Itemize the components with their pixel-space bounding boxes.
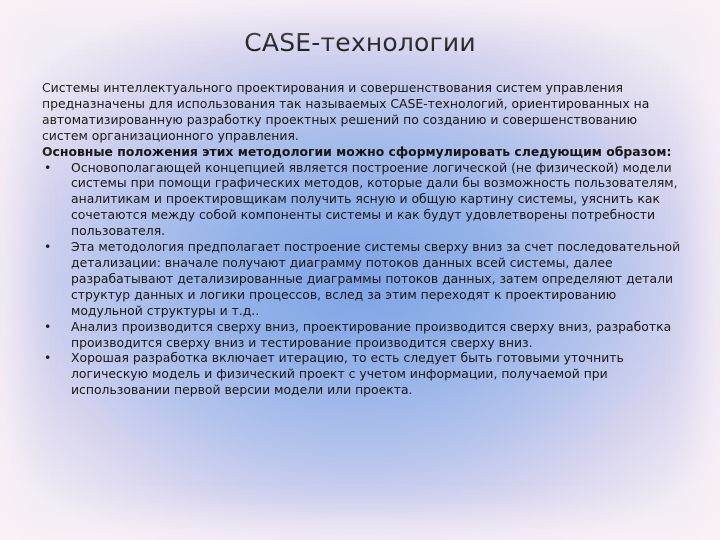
list-item-text: Основополагающей концепцией является построение логической (не физической) модели системы при помощи графических методов, которые дали бы возможность пользователям, аналитикам и проектировщикам получить ясную и общую картину системы, уяснить как сочетаются между собой компоненты системы и как будут удовлетворены потребности пользователя. (71, 159, 678, 239)
list-item (42, 319, 682, 351)
bullet-list (42, 160, 682, 399)
bullet-icon: • (44, 318, 52, 334)
bullet-icon: • (44, 159, 52, 175)
list-item (42, 350, 682, 398)
list-item-text: Эта методология предполагает построение системы сверху вниз за счет последовательной детализации: вначале получают диаграмму потоков данных всей системы, далее разрабатывают детализированные диаграммы потоков данных, затем определяют детали структур данных и логики процессов, вслед за этим переходят к проектированию модульной структуры и т.д.. (71, 239, 681, 318)
list-item (42, 160, 682, 240)
list-item-text: Анализ производится сверху вниз, проектирование производится сверху вниз, разработка производится сверху вниз и тестирование производится сверху вниз. (71, 318, 672, 350)
slide-body (42, 80, 682, 398)
slide-title: CASE-технологии (244, 28, 476, 57)
bullet-icon: • (44, 350, 52, 366)
bullet-icon: • (44, 239, 52, 255)
subheading: Основные положения этих методологии можно сформулировать следующим образом: (42, 143, 672, 159)
list-item (42, 239, 682, 319)
intro-paragraph: Системы интеллектуального проектирования и совершенствования систем управления предназначены для использования так называемых CASE-технологий, ориентированных на автоматизированную разработку проектных решений по созданию и совершенствованию систем организационного управления. (42, 80, 650, 143)
list-item-text: Хорошая разработка включает итерацию, то есть следует быть готовыми уточнить логическую модель и физический проект с учетом информации, получаемой при использовании первой версии модели или проекта. (71, 350, 624, 398)
